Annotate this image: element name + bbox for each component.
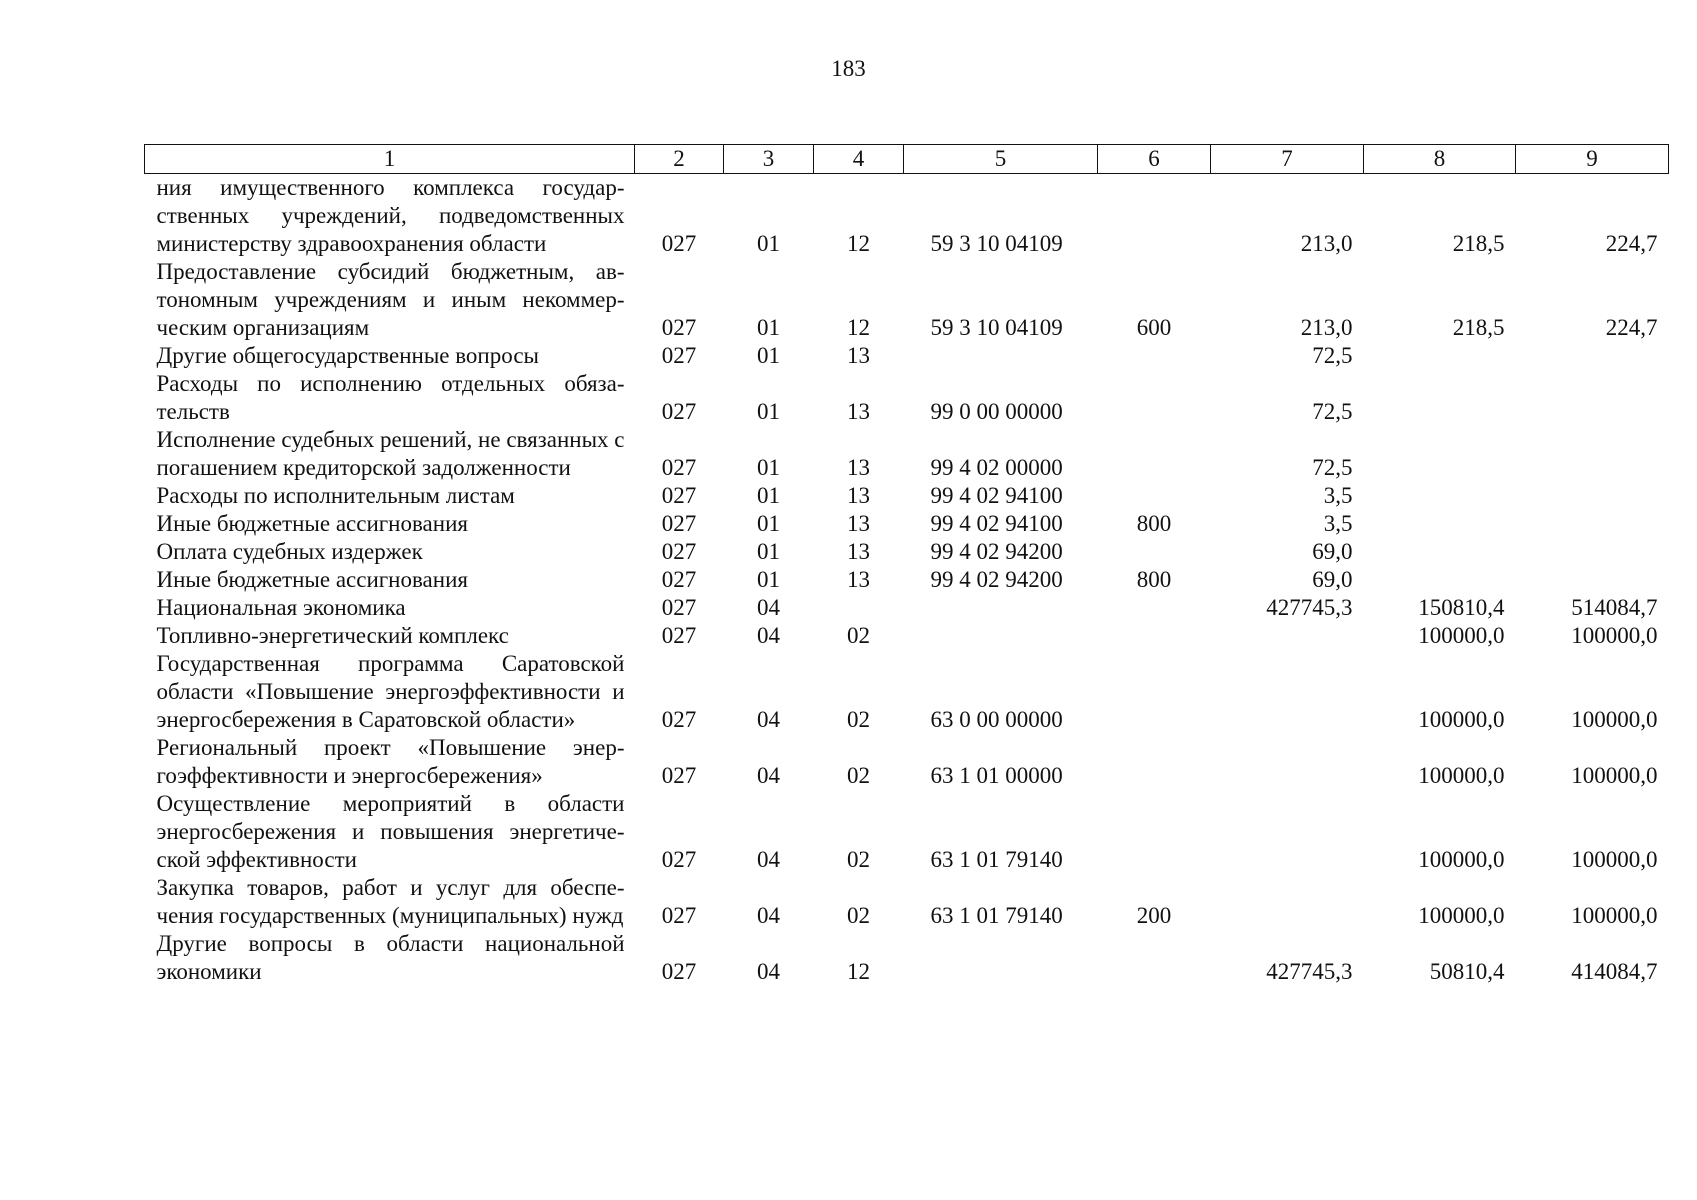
- page-number: 183: [831, 56, 866, 81]
- sum-year3-cell: [1516, 510, 1669, 538]
- table-row: [145, 538, 1669, 566]
- ministry-code-cell: 027: [661, 707, 697, 732]
- subsection-code-cell: 02: [847, 707, 870, 732]
- table-row: [145, 426, 1669, 482]
- sum-year3-cell: [1516, 482, 1669, 510]
- sum-year3-cell: [1516, 342, 1669, 370]
- subsection-code-cell: 02: [847, 903, 870, 928]
- sum-year1-cell: 427745,3: [1266, 959, 1353, 984]
- table-row: [145, 622, 1669, 650]
- table-row: [145, 174, 1669, 259]
- subsection-code-cell: 13: [847, 483, 870, 508]
- row-name-cell: Предоставление субсидий бюджетным, автономным учреждениям и иным некоммерческим организациям: [156, 259, 625, 340]
- subsection-code-cell: 13: [847, 455, 870, 480]
- sum-year1-cell: 69,0: [1312, 539, 1353, 564]
- table-header: [145, 145, 1669, 174]
- row-name-cell: Региональный проект «Повышение энергоэффективности и энергосбережения»: [156, 735, 625, 788]
- sum-year2-cell: [1364, 342, 1516, 370]
- subsection-code-cell: 02: [847, 763, 870, 788]
- section-code-cell: 04: [757, 595, 780, 620]
- sum-year1-cell: 72,5: [1312, 343, 1353, 368]
- row-name-cell: Расходы по исполнению отдельных обязательств: [156, 371, 625, 424]
- row-name-cell: Топливно-энергетический комплекс: [156, 623, 509, 648]
- sum-year3-cell: 100000,0: [1571, 623, 1658, 648]
- header-col-7: 7: [1211, 145, 1364, 174]
- sum-year1-cell: 3,5: [1323, 483, 1353, 508]
- expense-type-cell: 200: [1136, 903, 1172, 928]
- sum-year2-cell: [1364, 538, 1516, 566]
- header-col-5: 5: [904, 145, 1098, 174]
- sum-year2-cell: [1364, 482, 1516, 510]
- ministry-code-cell: 027: [661, 847, 697, 872]
- table-row: [145, 650, 1669, 734]
- sum-year1-cell: [1211, 622, 1364, 650]
- header-col-6: 6: [1098, 145, 1211, 174]
- table-row: [145, 594, 1669, 622]
- section-code-cell: 04: [757, 959, 780, 984]
- target-article-cell: 63 1 01 79140: [930, 847, 1063, 872]
- expense-type-cell: [1098, 174, 1211, 259]
- subsection-code-cell: 13: [847, 539, 870, 564]
- header-col-9: 9: [1516, 145, 1669, 174]
- row-name-cell: Иные бюджетные ассигнования: [156, 511, 468, 536]
- sum-year3-cell: 224,7: [1605, 231, 1658, 256]
- subsection-code-cell: 13: [847, 511, 870, 536]
- sum-year2-cell: [1364, 370, 1516, 426]
- section-code-cell: 01: [757, 343, 780, 368]
- section-code-cell: 01: [757, 539, 780, 564]
- sum-year3-cell: 100000,0: [1571, 903, 1658, 928]
- header-col-8: 8: [1364, 145, 1516, 174]
- row-name-cell: Государственная программа Саратовской области «Повышение энергоэффективности и энергосбережения в Саратовской области»: [156, 651, 625, 732]
- sum-year2-cell: [1364, 566, 1516, 594]
- subsection-code-cell: 12: [847, 315, 870, 340]
- header-col-1: 1: [145, 145, 635, 174]
- sum-year1-cell: [1211, 650, 1364, 734]
- sum-year3-cell: [1516, 566, 1669, 594]
- section-code-cell: 04: [757, 763, 780, 788]
- subsection-code-cell: 13: [847, 343, 870, 368]
- target-article-cell: [904, 342, 1098, 370]
- sum-year1-cell: 213,0: [1300, 315, 1353, 340]
- expense-type-cell: [1098, 342, 1211, 370]
- section-code-cell: 04: [757, 847, 780, 872]
- expense-type-cell: [1098, 538, 1211, 566]
- target-article-cell: 63 1 01 00000: [930, 763, 1063, 788]
- subsection-code-cell: 12: [847, 231, 870, 256]
- expense-type-cell: [1098, 622, 1211, 650]
- row-name-cell: Исполнение судебных решений, не связанных с погашением кредиторской задолженности: [156, 427, 625, 480]
- target-article-cell: 99 4 02 94100: [930, 483, 1063, 508]
- sum-year2-cell: 100000,0: [1418, 903, 1505, 928]
- sum-year2-cell: 100000,0: [1418, 707, 1505, 732]
- target-article-cell: 99 4 02 00000: [930, 455, 1063, 480]
- sum-year1-cell: 427745,3: [1266, 595, 1353, 620]
- table-row: [145, 342, 1669, 370]
- subsection-code-cell: [814, 594, 904, 622]
- expense-type-cell: [1098, 594, 1211, 622]
- sum-year3-cell: [1516, 426, 1669, 482]
- sum-year3-cell: 224,7: [1605, 315, 1658, 340]
- sum-year2-cell: [1364, 510, 1516, 538]
- sum-year1-cell: 72,5: [1312, 399, 1353, 424]
- sum-year1-cell: [1211, 874, 1364, 930]
- sum-year3-cell: [1516, 370, 1669, 426]
- sum-year3-cell: 100000,0: [1571, 847, 1658, 872]
- ministry-code-cell: 027: [661, 959, 697, 984]
- ministry-code-cell: 027: [661, 595, 697, 620]
- budget-table: [144, 144, 1669, 986]
- row-name-cell: Другие общегосударственные вопросы: [156, 343, 539, 368]
- table-row: [145, 874, 1669, 930]
- ministry-code-cell: 027: [661, 343, 697, 368]
- target-article-cell: 59 3 10 04109: [930, 315, 1063, 340]
- table-row: [145, 790, 1669, 874]
- sum-year2-cell: 218,5: [1452, 231, 1505, 256]
- target-article-cell: 63 0 00 00000: [930, 707, 1063, 732]
- expense-type-cell: [1098, 370, 1211, 426]
- ministry-code-cell: 027: [661, 511, 697, 536]
- table-row: [145, 482, 1669, 510]
- sum-year3-cell: 414084,7: [1571, 959, 1658, 984]
- subsection-code-cell: 02: [847, 847, 870, 872]
- ministry-code-cell: 027: [661, 483, 697, 508]
- row-name-cell: ния имущественного комплекса государственных учреждений, подведомственных министерству здравоохранения области: [156, 175, 625, 256]
- section-code-cell: 01: [757, 511, 780, 536]
- expense-type-cell: 600: [1136, 315, 1172, 340]
- expense-type-cell: [1098, 790, 1211, 874]
- sum-year2-cell: 100000,0: [1418, 623, 1505, 648]
- header-row: [145, 145, 1669, 174]
- ministry-code-cell: 027: [661, 231, 697, 256]
- table-row: [145, 734, 1669, 790]
- sum-year1-cell: 3,5: [1323, 511, 1353, 536]
- ministry-code-cell: 027: [661, 623, 697, 648]
- ministry-code-cell: 027: [661, 399, 697, 424]
- table-row: [145, 370, 1669, 426]
- sum-year1-cell: [1211, 790, 1364, 874]
- section-code-cell: 01: [757, 315, 780, 340]
- expense-type-cell: [1098, 426, 1211, 482]
- target-article-cell: [904, 930, 1098, 986]
- section-code-cell: 01: [757, 455, 780, 480]
- expense-type-cell: [1098, 650, 1211, 734]
- table-body: [145, 174, 1669, 987]
- row-name-cell: Оплата судебных издержек: [156, 539, 423, 564]
- ministry-code-cell: 027: [661, 763, 697, 788]
- target-article-cell: 59 3 10 04109: [930, 231, 1063, 256]
- sum-year2-cell: 50810,4: [1429, 959, 1505, 984]
- table-row: [145, 258, 1669, 342]
- expense-type-cell: [1098, 482, 1211, 510]
- section-code-cell: 01: [757, 567, 780, 592]
- target-article-cell: [904, 622, 1098, 650]
- ministry-code-cell: 027: [661, 455, 697, 480]
- sum-year3-cell: [1516, 538, 1669, 566]
- sum-year3-cell: 100000,0: [1571, 707, 1658, 732]
- sum-year2-cell: 150810,4: [1418, 595, 1505, 620]
- sum-year1-cell: 69,0: [1312, 567, 1353, 592]
- sum-year3-cell: 514084,7: [1571, 595, 1658, 620]
- target-article-cell: 99 0 00 00000: [930, 399, 1063, 424]
- header-col-2: 2: [635, 145, 724, 174]
- sum-year1-cell: 72,5: [1312, 455, 1353, 480]
- sum-year1-cell: 213,0: [1300, 231, 1353, 256]
- row-name-cell: Осуществление мероприятий в области энергосбережения и повышения энергетической эффективности: [156, 791, 625, 872]
- header-col-4: 4: [814, 145, 904, 174]
- target-article-cell: 99 4 02 94100: [930, 511, 1063, 536]
- row-name-cell: Расходы по исполнительным листам: [156, 483, 515, 508]
- subsection-code-cell: 02: [847, 623, 870, 648]
- expense-type-cell: 800: [1136, 567, 1172, 592]
- row-name-cell: Национальная экономика: [156, 595, 406, 620]
- ministry-code-cell: 027: [661, 903, 697, 928]
- subsection-code-cell: 13: [847, 567, 870, 592]
- expense-type-cell: [1098, 734, 1211, 790]
- section-code-cell: 01: [757, 231, 780, 256]
- expense-type-cell: [1098, 930, 1211, 986]
- row-name-cell: Иные бюджетные ассигнования: [156, 567, 468, 592]
- sum-year2-cell: 218,5: [1452, 315, 1505, 340]
- section-code-cell: 04: [757, 707, 780, 732]
- section-code-cell: 04: [757, 623, 780, 648]
- target-article-cell: 99 4 02 94200: [930, 539, 1063, 564]
- section-code-cell: 04: [757, 903, 780, 928]
- section-code-cell: 01: [757, 399, 780, 424]
- table-row: [145, 566, 1669, 594]
- sum-year2-cell: 100000,0: [1418, 763, 1505, 788]
- table-row: [145, 930, 1669, 986]
- section-code-cell: 01: [757, 483, 780, 508]
- ministry-code-cell: 027: [661, 567, 697, 592]
- expense-type-cell: 800: [1136, 511, 1172, 536]
- sum-year2-cell: [1364, 426, 1516, 482]
- target-article-cell: 63 1 01 79140: [930, 903, 1063, 928]
- target-article-cell: 99 4 02 94200: [930, 567, 1063, 592]
- subsection-code-cell: 12: [847, 959, 870, 984]
- target-article-cell: [904, 594, 1098, 622]
- ministry-code-cell: 027: [661, 315, 697, 340]
- row-name-cell: Закупка товаров, работ и услуг для обеспечения государственных (муниципальных) нужд: [156, 875, 625, 928]
- header-col-3: 3: [724, 145, 814, 174]
- subsection-code-cell: 13: [847, 399, 870, 424]
- sum-year1-cell: [1211, 734, 1364, 790]
- row-name-cell: Другие вопросы в области национальной экономики: [156, 931, 625, 984]
- table-row: [145, 510, 1669, 538]
- sum-year3-cell: 100000,0: [1571, 763, 1658, 788]
- ministry-code-cell: 027: [661, 539, 697, 564]
- sum-year2-cell: 100000,0: [1418, 847, 1505, 872]
